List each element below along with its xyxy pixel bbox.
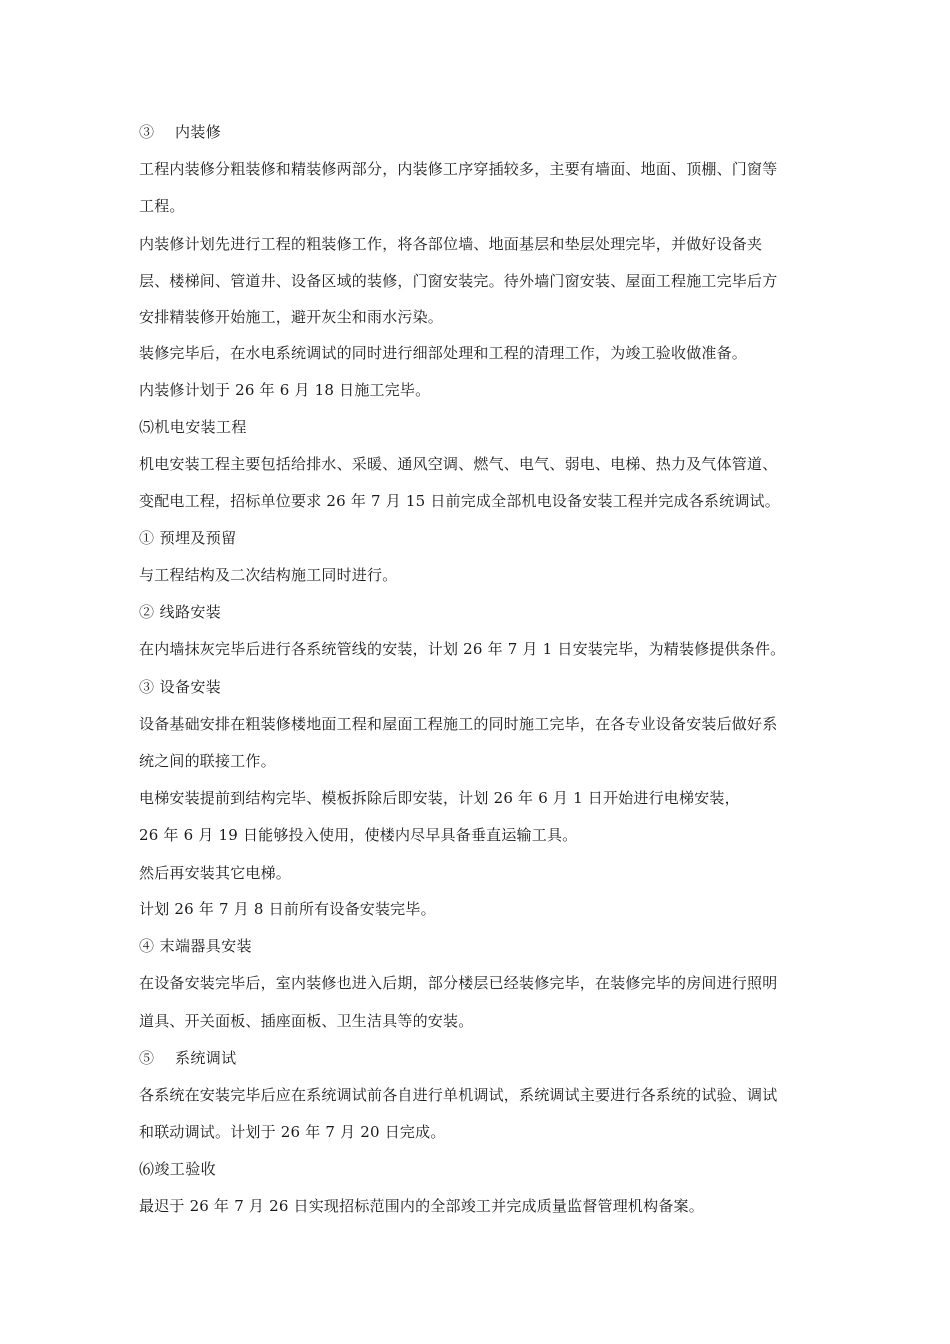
paragraph-line: 内装修计划先进行工程的粗装修工作，将各部位墙、地面基层和垫层处理完毕，并做好设备夹 [139,235,763,253]
paragraph-line: 工程。 [139,197,185,215]
paragraph-line: 内装修计划于 26 年 6 月 18 日施工完毕。 [139,381,431,399]
heading-wiring: ② 线路安装 [139,603,222,621]
heading-mep-installation: ⑸机电安装工程 [139,418,247,436]
paragraph-line: 计划 26 年 7 月 8 日前所有设备安装完毕。 [139,900,436,918]
paragraph-line: 装修完毕后，在水电系统调试的同时进行细部处理和工程的清理工作，为竣工验收做准备。 [139,344,748,362]
paragraph-line: 与工程结构及二次结构施工同时进行。 [139,566,398,584]
paragraph-line: 在设备安装完毕后，室内装修也进入后期，部分楼层已经装修完毕，在装修完毕的房间进行照明 [139,974,778,992]
paragraph-line: 设备基础安排在粗装修楼地面工程和屋面工程施工的同时施工完毕，在各专业设备安装后做好系 [139,715,778,733]
paragraph-line: 最迟于 26 年 7 月 26 日实现招标范围内的全部竣工并完成质量监督管理机构备案。 [139,1197,704,1215]
heading-system-commissioning: ⑤ 系统调试 [139,1049,237,1067]
paragraph-line: 层、楼梯间、管道井、设备区域的装修，门窗安装完。待外墙门窗安装、屋面工程施工完毕后方 [139,272,778,290]
heading-embedding: ① 预埋及预留 [139,529,237,547]
paragraph-line: 26 年 6 月 19 日能够投入使用，使楼内尽早具备垂直运输工具。 [139,826,578,844]
paragraph-line: 和联动调试。计划于 26 年 7 月 20 日完成。 [139,1123,446,1141]
paragraph-line: 变配电工程，招标单位要求 26 年 7 月 15 日前完成全部机电设备安装工程并完成各系统调试。 [139,492,780,510]
heading-completion-acceptance: ⑹竣工验收 [139,1160,217,1178]
paragraph-line: 工程内装修分粗装修和精装修两部分，内装修工序穿插较多，主要有墙面、地面、顶棚、门窗等 [139,160,778,178]
heading-equipment-installation: ③ 设备安装 [139,678,222,696]
paragraph-line: 各系统在安装完毕后应在系统调试前各自进行单机调试，系统调试主要进行各系统的试验、调试 [139,1086,778,1104]
heading-terminal-fixtures: ④ 末端器具安装 [139,937,252,955]
paragraph-line: 电梯安装提前到结构完毕、模板拆除后即安装，计划 26 年 6 月 1 日开始进行电梯安装， [139,789,740,807]
paragraph-line: 道具、开关面板、插座面板、卫生洁具等的安装。 [139,1012,474,1030]
paragraph-line: 统之间的联接工作。 [139,752,276,770]
heading-interior-decoration: ③ 内装修 [139,123,222,141]
paragraph-line: 然后再安装其它电梯。 [139,864,292,882]
paragraph-line: 在内墙抹灰完毕后进行各系统管线的安装，计划 26 年 7 月 1 日安装完毕，为精装修提供条件。 [139,640,786,658]
paragraph-line: 机电安装工程主要包括给排水、采暖、通风空调、燃气、电气、弱电、电梯、热力及气体管道、 [139,455,778,473]
paragraph-line: 安排精装修开始施工，避开灰尘和雨水污染。 [139,308,444,326]
